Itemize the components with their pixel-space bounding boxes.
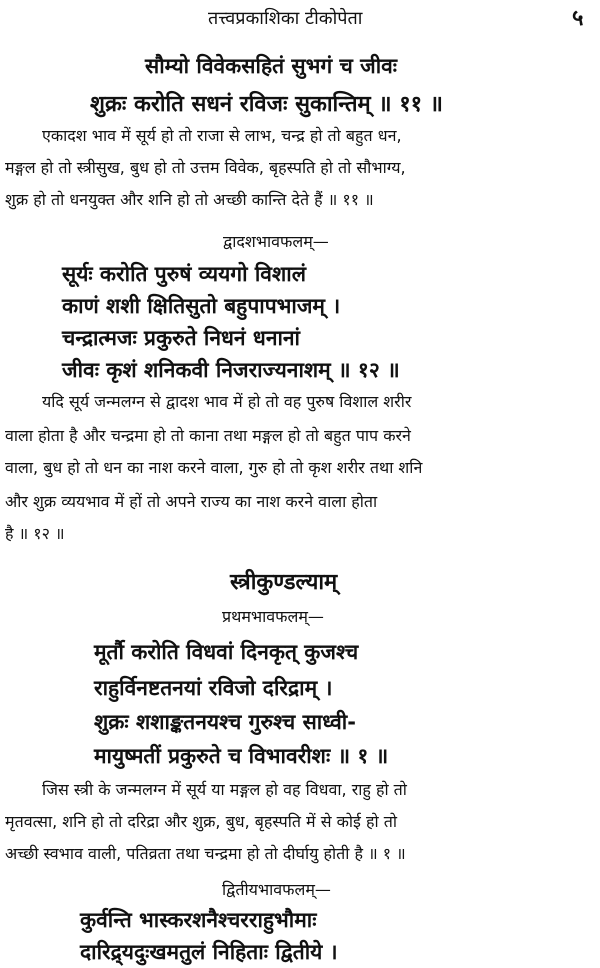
running-header: तत्त्वप्रकाशिका टीकोपेता <box>208 8 363 29</box>
verse-12-line-2: काणं शशी क्षितिसुतो बहुपापभाजम् । <box>62 294 341 318</box>
prose-1-line-1: जिस स्त्री के जन्मलग्न में सूर्य या मङ्गल हो वह विधवा, राहु हो तो <box>42 780 407 799</box>
verse-1-line-2: राहुर्विनष्टतनयां रविजो दरिद्राम् । <box>94 676 333 700</box>
subheading-1st-house: प्रथमभावफलम्— <box>222 607 324 626</box>
verse-12-line-1: सूर्यः करोति पुरुषं व्ययगो विशालं <box>62 262 306 286</box>
prose-1-line-3: अच्छी स्वभाव वाली, पतिव्रता तथा चन्द्रमा हो तो दीर्घायु होती है ॥ १ ॥ <box>5 844 406 863</box>
verse-12-line-3: चन्द्रात्मजः प्रकुरुते निधनं धनानां <box>62 326 301 350</box>
prose-11-line-3: शुक्र हो तो धनयुक्त और शनि हो तो अच्छी कान्ति देते हैं ॥ ११ ॥ <box>5 190 374 209</box>
prose-1-line-2: मृतवत्सा, शनि हो तो दरिद्रा और शुक्र, बुध, बृहस्पति में से कोई हो तो <box>5 812 397 831</box>
verse-11-line-1: सौम्यो विवेकसहितं सुभगं च जीवः <box>145 54 398 78</box>
subheading-2nd-house: द्वितीयभावफलम्— <box>222 880 331 899</box>
page-number: ५ <box>572 6 584 31</box>
verse-1-line-4: मायुष्मतीं प्रकुरुते च विभावरीशः ॥ १ ॥ <box>94 744 389 768</box>
prose-12-line-5: है ॥ १२ ॥ <box>5 524 65 543</box>
prose-11-line-1: एकादश भाव में सूर्य हो तो राजा से लाभ, चन्द्र हो तो बहुत धन, <box>42 126 402 145</box>
verse-2-line-1: कुर्वन्ति भास्करशनैश्चरराहुभौमाः <box>80 908 317 932</box>
verse-1-line-3: शुक्रः शशाङ्कतनयश्च गुरुश्च साध्वी- <box>94 710 356 734</box>
prose-12-line-2: वाला होता है और चन्द्रमा हो तो काना तथा मङ्गल हो तो बहुत पाप करने <box>5 426 411 445</box>
verse-12-line-4: जीवः कृशं शनिकवी निजराज्यनाशम् ॥ १२ ॥ <box>62 358 400 382</box>
verse-1-line-1: मूर्तौ करोति विधवां दिनकृत् कुजश्च <box>94 640 359 664</box>
prose-12-line-1: यदि सूर्य जन्मलग्न से द्वादश भाव में हो तो वह पुरुष विशाल शरीर <box>42 392 412 411</box>
prose-11-line-2: मङ्गल हो तो स्त्रीसुख, बुध हो तो उत्तम विवेक, बृहस्पति हो तो सौभाग्य, <box>5 158 406 177</box>
verse-11-line-2: शुक्रः करोति सधनं रविजः सुकान्तिम् ॥ ११ ॥ <box>90 92 443 117</box>
prose-12-line-4: और शुक्र व्ययभाव में हों तो अपने राज्य का नाश करने वाला होता <box>5 492 378 511</box>
section-title-female-horoscope: स्त्रीकुण्डल्याम् <box>230 570 338 595</box>
subheading-12th-house: द्वादशभावफलम्— <box>223 232 329 251</box>
verse-2-line-2: दारिद्र्यदुःखमतुलं निहिताः द्वितीये । <box>80 940 338 964</box>
prose-12-line-3: वाला, बुध हो तो धन का नाश करने वाला, गुरु हो तो कृश शरीर तथा शनि <box>5 458 423 477</box>
